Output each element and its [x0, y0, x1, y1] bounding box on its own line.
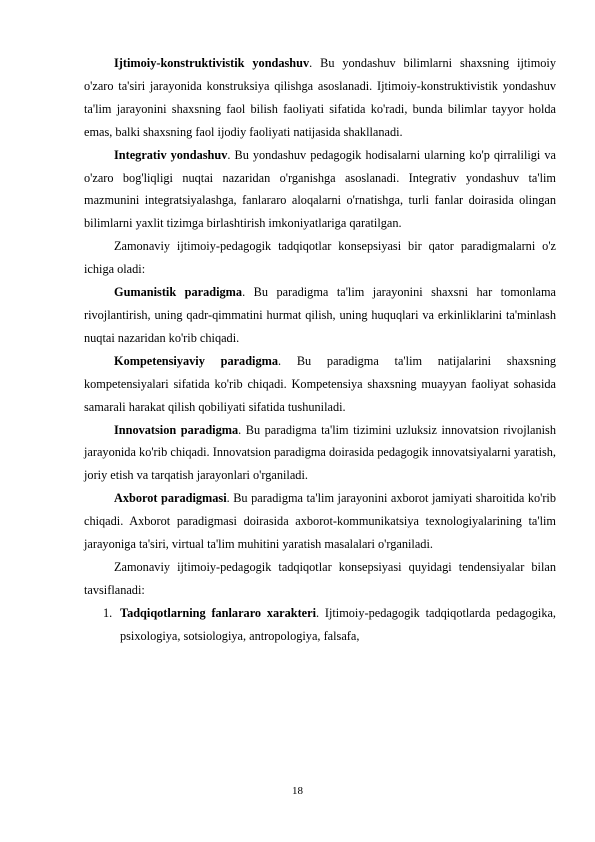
paragraph-term: Kompetensiyaviy paradigma [114, 353, 278, 368]
list-item-term: Tadqiqotlarning fanlararo xarakteri [120, 605, 317, 620]
paragraph-term: Ijtimoiy-konstruktivistik yondashuv [114, 56, 310, 70]
paragraph-term: Innovatsion paradigma [114, 422, 239, 437]
page-number: 18 [292, 785, 303, 797]
list-item [84, 602, 556, 648]
paragraph-text: . Bu paradigma ta'lim jarayonini axborot jamiyati sharoitida ko'rib chiqadi. Axborot paradigmasi doirasida axborot-kommunikatsiya texnologiyalarining ta'lim jarayoniga ta'siri, virtual ta'lim muhitini yaratish masalalari o'rganiladi. [84, 491, 556, 552]
document-page [84, 52, 556, 648]
list-item-text: . Ijtimoiy-pedagogik tadqiqotlarda pedagogika, psixologiya, sotsiologiya, antropologiya, falsafa, [120, 605, 557, 643]
paragraph-term: Axborot paradigmasi [114, 491, 227, 506]
paragraph-social-constructivist [84, 52, 556, 144]
paragraph-text: Zamonaviy ijtimoiy-pedagogik tadqiqotlar konsepsiyasi bir qator paradigmalarni o'z ichiga oladi: [84, 239, 556, 277]
tendencies-list [84, 602, 556, 648]
paragraph-text: . Bu paradigma ta'lim jarayonini shaxsni har tomonlama rivojlantirish, uning qadr-qimmatini hurmat qilish, uning huquqlari va erkinliklarini ta'minlash nuqtai nazaridan ko'rib chiqadi. [84, 285, 556, 345]
paragraph-innovative [84, 419, 556, 488]
paragraph-humanistic [84, 281, 556, 350]
paragraph-text: . Bu paradigma ta'lim tizimini uzluksiz innovatsion rivojlanish jarayonida ko'rib chiqadi. Innovatsion paradigma doirasida pedagogik innovatsiyalarni yaratish, joriy etish va tarqatish jarayonlari o'rganiladi. [84, 422, 556, 483]
paragraph-integrative [84, 144, 556, 236]
paragraph-text: Zamonaviy ijtimoiy-pedagogik tadqiqotlar konsepsiyasi quyidagi tendensiyalar bilan tavsiflanadi: [84, 559, 556, 597]
paragraph-information [84, 487, 556, 556]
paragraph-paradigms-intro [84, 235, 556, 281]
paragraph-text: . Bu paradigma ta'lim natijalarini shaxsning kompetensiyalari sifatida ko'rib chiqadi. Kompetensiya shaxsning muayyan faoliyat sohasida samarali harakat qilish qobiliyati sifatida tushuniladi. [84, 353, 556, 414]
paragraph-tendencies-intro [84, 556, 556, 602]
paragraph-text: . Bu yondashuv pedagogik hodisalarni ularning ko'p qirraliligi va o'zaro bog'liqligi nuqtai nazaridan o'rganishga asoslanadi. Integrativ yondashuv ta'lim mazmunini integratsiyalashga, fanlararo aloqalarni o'rnatishga, turli fanlar doirasida olingan bilimlarni yaxlit tizimga birlashtirish imkoniyatlariga qaratilgan. [84, 147, 556, 231]
list-item-number: 1. [103, 605, 113, 620]
paragraph-term: Integrativ yondashuv [114, 147, 228, 162]
paragraph-competency [84, 350, 556, 419]
paragraph-term: Gumanistik paradigma [114, 285, 243, 300]
paragraph-text: . Bu yondashuv bilimlarni shaxsning ijtimoiy o'zaro ta'siri jarayonida konstruksiya qilishga asoslanadi. Ijtimoiy-konstruktivistik yondashuv ta'lim jarayonini shaxsning faol bilish faoliyati sifatida ko'radi, bunda bilimlar tayyor holda emas, balki shaxsning faol ijodiy faoliyati natijasida shakllanadi. [84, 56, 556, 139]
